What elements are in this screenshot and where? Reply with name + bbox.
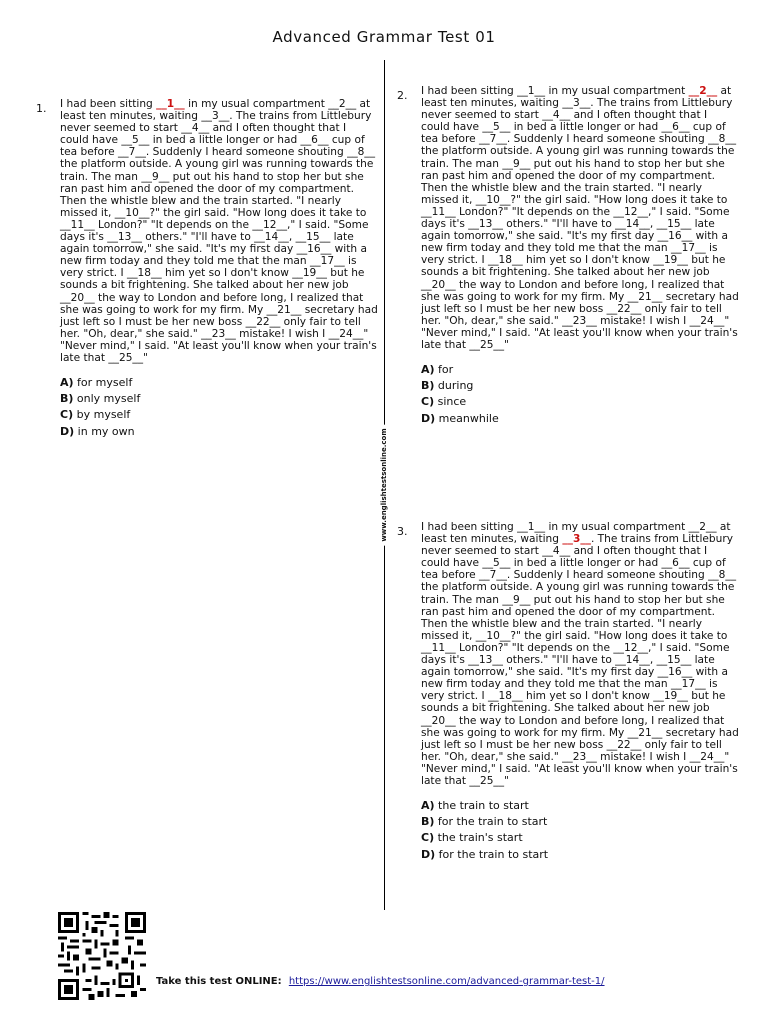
question-passage bbox=[421, 521, 739, 787]
option-c[interactable]: C) by myself bbox=[60, 408, 131, 422]
option-c[interactable]: C) since bbox=[421, 395, 467, 409]
answer-options bbox=[421, 362, 739, 427]
question-number: 2. bbox=[397, 89, 408, 102]
passage-text: at least ten minutes, waiting __3__. The trains from Littlebury never seemed to start __4__ and I often thought that I could have __5__ in bed a little longer or had __6__ cup of tea before __7__. Suddenly I heard someone shouting __8__ the platform outside. A young girl was running towards the train. The man __9__ put out his hand to stop her but she ran past him and opened the door of my compartment. Then the whistle blew and the train started. "I nearly missed it, __10__?" the girl said. "How long does it take to __11__ London?" "It depends on the __12__," I said. "Some days it's __13__ others." "I'll have to __14__, __15__ late again tomorrow," she said. "It's my first day __16__ with a new firm today and they told me that the man __17__ is very strict. I __18__ him yet so I don't know __19__ but he sounds a bit frightening. She talked about her new job __20__ the way to London and before long, I realized that she was going to work for my firm. My __21__ secretary had just left so I must be her new boss __22__ only fair to tell her. "Oh, dear," she said." __23__ mistake! I wish I __24__" "Never mind," I said. "At least you'll know when your train's late that __25__" bbox=[421, 85, 739, 351]
passage-text: . The trains from Littlebury never seemed to start __4__ and I often thought that I could have __5__ in bed a little longer or had __6__ cup of tea before __7__. Suddenly I heard someone shouting __8__ the platform outside. A young girl was running towards the train. The man __9__ put out his hand to stop her but she ran past him and opened the door of my compartment. Then the whistle blew and the train started. "I nearly missed it, __10__?" the girl said. "How long does it take to __11__ London?" "It depends on the __12__," I said. "Some days it's __13__ others." "I'll have to __14__, __15__ late again tomorrow," she said. "It's my first day __16__ with a new firm today and they told me that the man __17__ is very strict. I __18__ him yet so I don't know __19__ but he sounds a bit frightening. She talked about her new job __20__ the way to London and before long, I realized that she was going to work for my firm. My __21__ secretary had just left so I must be her new boss __22__ only fair to tell her. "Oh, dear," she said." __23__ mistake! I wish I __24__" "Never mind," I said. "At least you'll know when your train's late that __25__" bbox=[421, 533, 739, 787]
page-title: Advanced Grammar Test 01 bbox=[272, 28, 496, 46]
highlighted-blank: __3__ bbox=[562, 533, 591, 546]
option-a[interactable]: A) for bbox=[421, 363, 454, 377]
answer-options bbox=[421, 798, 739, 863]
option-b[interactable]: B) only myself bbox=[60, 392, 141, 406]
option-a[interactable]: A) the train to start bbox=[421, 799, 529, 813]
question-1 bbox=[36, 98, 378, 440]
answer-options bbox=[60, 375, 378, 440]
option-d[interactable]: D) for the train to start bbox=[421, 847, 549, 861]
option-b[interactable]: B) during bbox=[421, 379, 474, 393]
passage-text: in my usual compartment __2__ at least ten minutes, waiting __3__. The trains from Littlebury never seemed to start __4__ and I often thought that I could have __5__ in bed a little longer or had __6__ cup of tea before __7__. Suddenly I heard someone shouting __8__ the platform outside. A young girl was running towards the train. The man __9__ put out his hand to stop her but she ran past him and opened the door of my compartment. Then the whistle blew and the train started. "I nearly missed it, __10__?" the girl said. "How long does it take to __11__ London?" "It depends on the __12__," I said. "Some days it's __13__ others." "I'll have to __14__, __15__ late again tomorrow," she said. "It's my first day __16__ with a new firm today and they told me that the man __17__ is very strict. I __18__ him yet so I don't know __19__ but he sounds a bit frightening. She talked about her new job __20__ the way to London and before long, I realized that she was going to work for my firm. My __21__ secretary had just left so I must be her new boss __22__ only fair to tell her. "Oh, dear," she said." __23__ mistake! I wish I __24__" "Never mind," I said. "At least you'll know when your train's late that __25__" bbox=[60, 98, 378, 364]
highlighted-blank: __2__ bbox=[688, 85, 718, 97]
option-d[interactable]: D) in my own bbox=[60, 424, 135, 438]
question-passage bbox=[421, 85, 739, 351]
option-a[interactable]: A) for myself bbox=[60, 376, 133, 390]
option-c[interactable]: C) the train's start bbox=[421, 831, 523, 845]
question-3 bbox=[397, 521, 739, 863]
option-d[interactable]: D) meanwhile bbox=[421, 411, 499, 425]
footer-label: Take this test ONLINE: bbox=[156, 976, 282, 987]
test-online-link[interactable]: https://www.englishtestsonline.com/advanced-grammar-test-1/ bbox=[288, 976, 605, 987]
passage-text: I had been sitting bbox=[60, 98, 157, 110]
vertical-site-text: www.englishtestsonline.com bbox=[380, 424, 388, 545]
question-passage bbox=[60, 98, 378, 364]
question-number: 3. bbox=[397, 525, 408, 538]
passage-text: I had been sitting __1__ in my usual compartment __2__ at least ten minutes, waiting bbox=[421, 521, 731, 546]
qr-code-icon[interactable] bbox=[58, 912, 146, 1000]
footer-text bbox=[156, 976, 605, 987]
option-b[interactable]: B) for the train to start bbox=[421, 815, 548, 829]
question-number: 1. bbox=[36, 102, 47, 115]
question-2 bbox=[397, 85, 739, 427]
highlighted-blank: __1__ bbox=[156, 98, 185, 110]
footer bbox=[58, 912, 748, 1000]
passage-text: I had been sitting __1__ in my usual compartment bbox=[421, 85, 689, 97]
